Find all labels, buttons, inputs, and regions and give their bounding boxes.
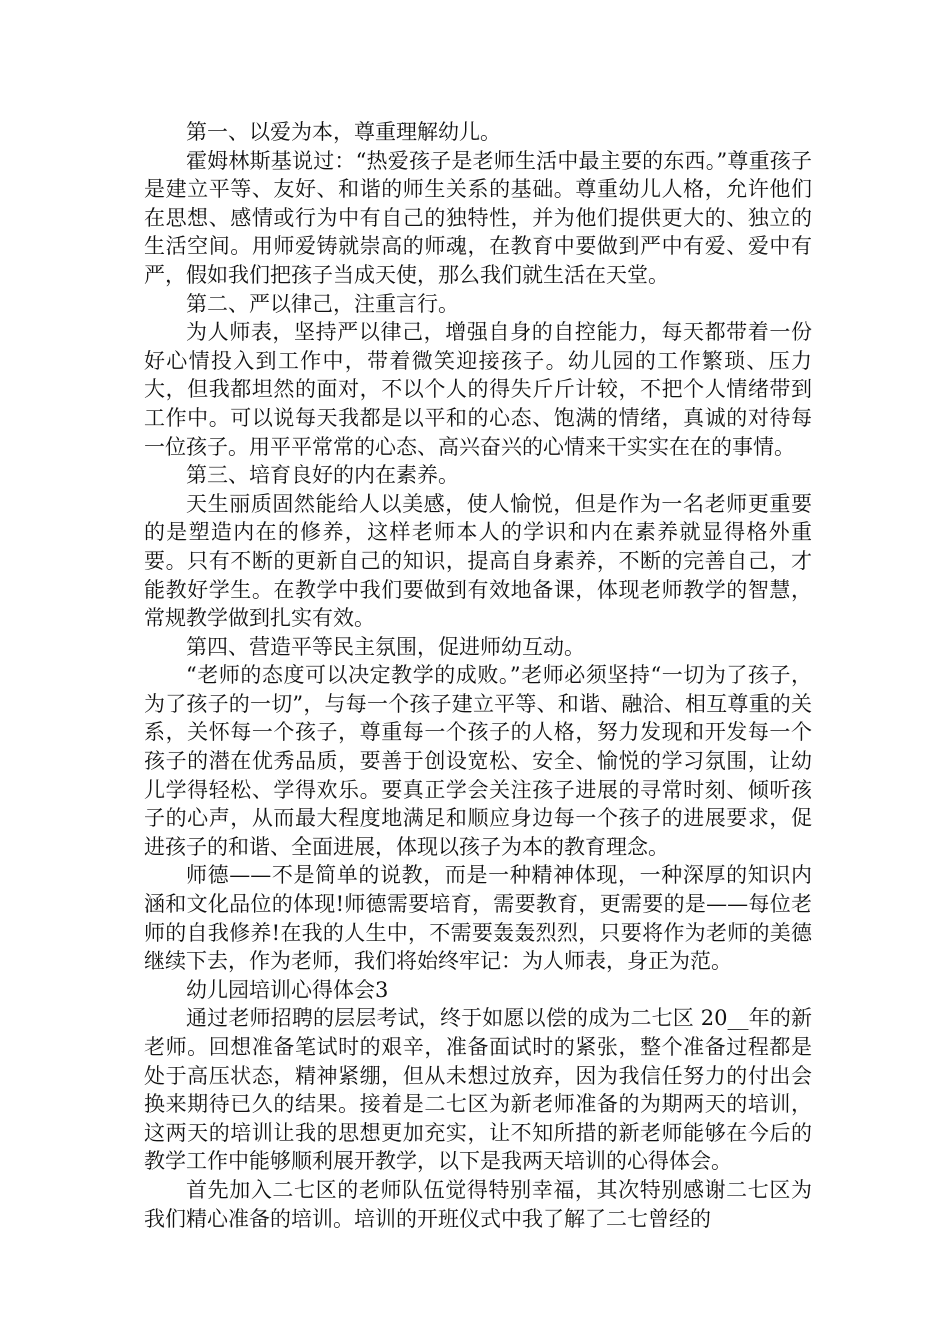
paragraph: 通过老师招聘的层层考试，终于如愿以偿的成为二七区 20__年的新老师。回想准备笔试时的艰辛，准备面试时的紧张，整个准备过程都是处于高压状态，精神紧绷，但从未想过放弃，因为我信任努力的付出会换来期待已久的结果。接着是二七区为新老师准备的为期两天的培训，这两天的培训让我的思想更加充实，让不知所措的新老师能够在今后的教学工作中能够顺利展开教学，以下是我两天培训的心得体会。 (144, 1006, 812, 1174)
paragraph: 天生丽质固然能给人以美感，使人愉悦，但是作为一名老师更重要的是塑造内在的修养，这样老师本人的学识和内在素养就显得格外重要。只有不断的更新自己的知识，提高自身素养，不断的完善自己，才能教好学生。在教学中我们要做到有效地备课，体现老师教学的智慧，常规教学做到扎实有效。 (144, 491, 812, 631)
paragraph: 师德——不是简单的说教，而是一种精神体现，一种深厚的知识内涵和文化品位的体现!师德需要培育，需要教育，更需要的是——每位老师的自我修养!在我的人生中，不需要轰轰烈烈，只要将作为老师的美德继续下去，作为老师，我们将始终牢记：为人师表，身正为范。 (144, 863, 812, 974)
paragraph: “老师的态度可以决定教学的成败。”老师必须坚持“一切为了孩子，为了孩子的一切”，与每一个孩子建立平等、和谐、融洽、相互尊重的关系，关怀每一个孩子，尊重每一个孩子的人格，努力发现和开发每一个孩子的潜在优秀品质，要善于创设宽松、安全、愉悦的学习氛围，让幼儿学得轻松、学得欢乐。要真正学会关注孩子进展的寻常时刻、倾听孩子的心声，从而最大程度地满足和顺应身边每一个孩子的进展要求，促进孩子的和谐、全面进展，体现以孩子为本的教育理念。 (144, 663, 812, 859)
paragraph-heading-3: 第三、培育良好的内在素养。 (186, 463, 459, 488)
paragraph-heading-4: 第四、营造平等民主氛围，促进师幼互动。 (186, 634, 585, 659)
document-body (144, 118, 812, 1233)
paragraph-heading-1: 第一、以爱为本，尊重理解幼儿。 (186, 120, 501, 144)
section-title: 幼儿园培训心得体会3 (186, 977, 389, 1002)
paragraph-heading-2: 第二、严以律己，注重言行。 (186, 291, 459, 316)
paragraph: 为人师表，坚持严以律己，增强自身的自控能力，每天都带着一份好心情投入到工作中，带着微笑迎接孩子。幼儿园的工作繁琐、压力大，但我都坦然的面对，不以个人的得失斤斤计较，不把个人情绪带到工作中。可以说每天我都是以平和的心态、饱满的情绪，真诚的对待每一位孩子。用平平常常的心态、高兴奋兴的心情来干实实在在的事情。 (144, 320, 812, 459)
paragraph: 霍姆林斯基说过：“热爱孩子是老师生活中最主要的东西。”尊重孩子是建立平等、友好、和谐的师生关系的基础。尊重幼儿人格，允许他们在思想、感情或行为中有自己的独特性，并为他们提供更大的、独立的生活空间。用师爱铸就崇高的师魂，在教育中要做到严中有爱、爱中有严，假如我们把孩子当成天使，那么我们就生活在天堂。 (144, 148, 812, 287)
paragraph: 首先加入二七区的老师队伍觉得特别幸福，其次特别感谢二七区为我们精心准备的培训。培训的开班仪式中我了解了二七曾经的 (144, 1177, 812, 1231)
